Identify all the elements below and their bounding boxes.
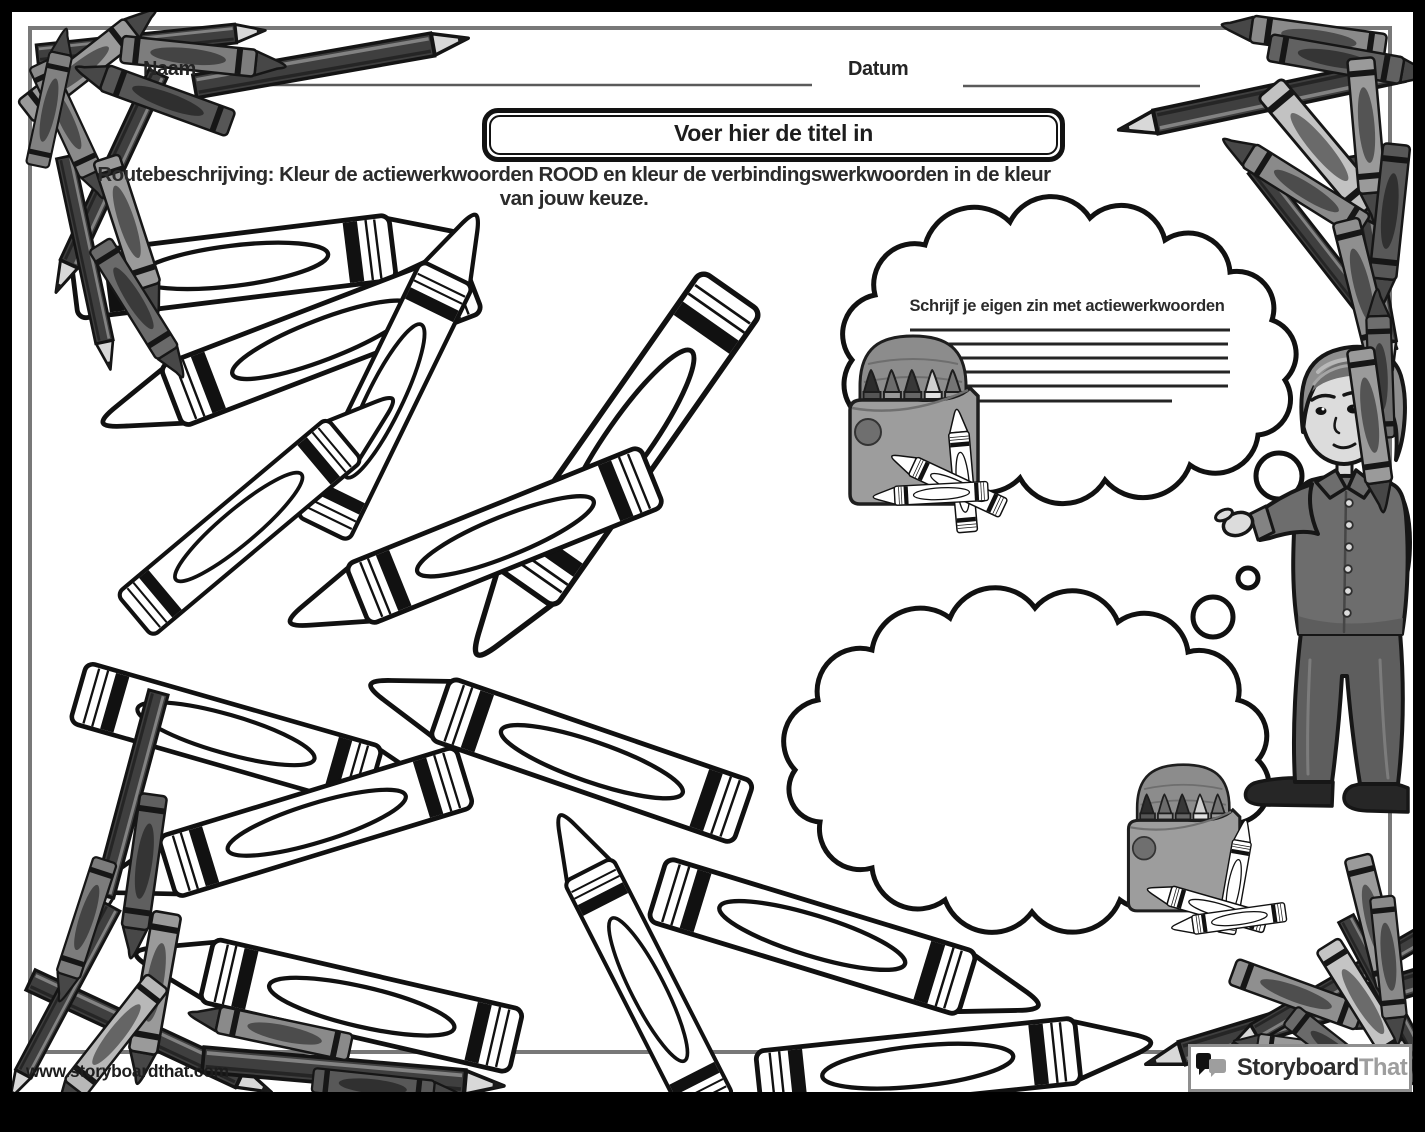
cloud-prompt-keyword: actiewerkwoorden [1085,297,1225,315]
instructions-keyword-action-verbs: actiewerkwoorden [362,163,534,186]
instructions-text [80,163,1068,210]
name-label: Naam [143,58,196,80]
logo-part-storyboard: Storyboard [1236,1054,1359,1081]
instructions-keyword-linking-verbs: verbindingswerkwoorden [711,163,949,186]
logo-text [1237,1054,1407,1082]
footer-url: www.storyboardthat.com [26,1061,229,1081]
instructions-middle: ROOD en kleur de [533,163,712,186]
logo-part-that: That [1358,1054,1408,1081]
storyboardthat-logo [1188,1044,1412,1092]
cloud-prompt-prefix: Schrijf je eigen zin met [909,297,1086,315]
date-label: Datum [848,58,909,80]
thought-bubbles [1193,453,1302,637]
instructions-prefix: Routebeschrijving: Kleur de [97,163,363,186]
speech-bubbles-icon [1193,1053,1231,1083]
instructions-suffix: in de kleur van jouw keuze. [499,163,1051,210]
cloud-prompt-text [887,297,1247,316]
title-placeholder: Voer hier de titel in [673,120,874,146]
